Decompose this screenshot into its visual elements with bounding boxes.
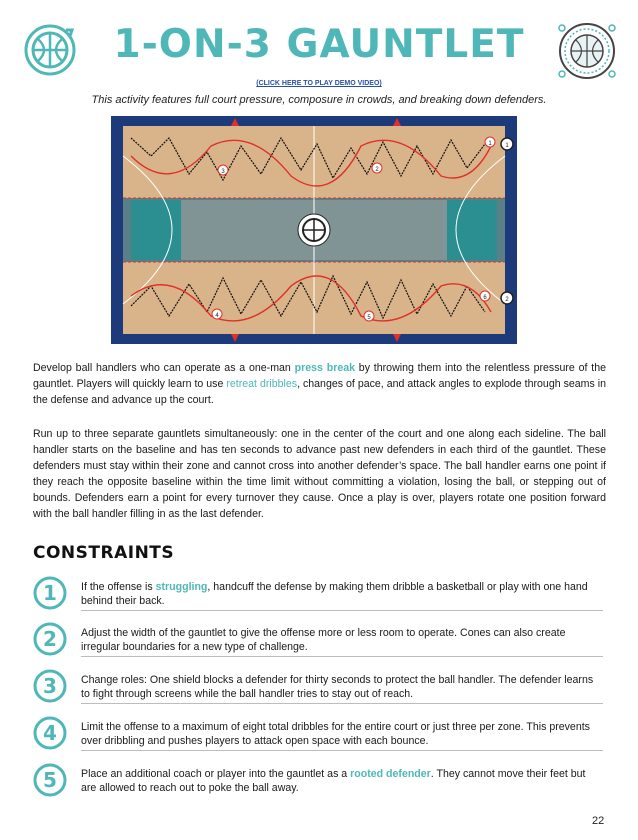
svg-text:5: 5 — [43, 768, 57, 792]
number-circle-icon — [33, 622, 67, 656]
player-label: 1 — [488, 141, 492, 147]
constraint-item — [33, 576, 603, 616]
constraints-heading: CONSTRAINTS — [33, 543, 175, 563]
highlight-term: rooted defender — [350, 768, 431, 780]
constraint-text: Adjust the width of the gauntlet to give the offense more or less room to operate. Cones can also create irregular boundaries for a new type of challenge. — [81, 627, 566, 653]
page-title: 1-ON-3 GAUNTLET — [113, 22, 525, 67]
number-circle-icon — [33, 669, 67, 703]
player-label: 5 — [367, 315, 371, 321]
constraint-item — [33, 622, 603, 662]
player-label: 1 — [505, 143, 509, 149]
player-label: 2 — [505, 297, 509, 303]
divider — [81, 610, 603, 611]
constraint-text: Change roles: One shield blocks a defender for thirty seconds to protect the ball handler. The defender learns to fight through screens while the ball handler tries to stay out of reach. — [81, 674, 594, 700]
description-paragraph: Develop ball handlers who can operate as a one-man press break by throwing them into the relentless pressure of the gauntlet. Players will quickly learn to use retreat dribbles, changes of pace, and attack angles to explode through seams in the defense and advance up the court. — [33, 362, 607, 406]
court-diagram — [111, 116, 517, 344]
player-label: 6 — [483, 295, 487, 301]
constraint-item — [33, 716, 603, 756]
player-label: 4 — [215, 313, 219, 319]
svg-text:4: 4 — [43, 721, 57, 745]
number-circle-icon — [33, 763, 67, 797]
constraint-text: Place an additional coach or player into the gauntlet as a rooted defender. They cannot move their feet but are allowed to reach out to poke the ball away. — [81, 768, 586, 794]
number-circle-icon — [33, 716, 67, 750]
rules-paragraph: Run up to three separate gauntlets simultaneously: one in the center of the court and one along each sideline. The ball handler starts on the baseline and has ten seconds to advance past new defenders in each third of the gauntlet. These defenders must stay within their zone and cannot cross into another defender’s space. The ball handler earns one point if they reach the opposite baseline within the time limit without committing a violation, losing the ball, or stepping out of bounds. Defenders earn a point for every turnover they cause. Once a play is over, players rotate one position forward with the ball handler filling in as the last defender. — [33, 428, 606, 520]
player-label: 2 — [375, 167, 379, 173]
intro-text: This activity features full court pressure, composure in crowds, and breaking down defenders. — [91, 94, 547, 106]
highlight-term: retreat dribbles — [226, 378, 298, 390]
constraint-item — [33, 669, 603, 709]
highlight-term: struggling — [155, 581, 208, 593]
demo-video-link[interactable]: (CLICK HERE TO PLAY DEMO VIDEO) — [256, 80, 382, 87]
divider — [81, 703, 603, 704]
highlight-term: press break — [294, 362, 355, 374]
page-number: 22 — [592, 815, 605, 827]
svg-text:2: 2 — [43, 627, 57, 651]
constraint-text: If the offense is struggling, handcuff the defense by making them dribble a basketball or play with one hand behind their back. — [81, 581, 588, 607]
player-label: 3 — [221, 169, 225, 175]
constraint-text: Limit the offense to a maximum of eight total dribbles for the entire court or just three per zone. This prevents over dribbling and pushes players to attack open space with each bounce. — [81, 721, 590, 747]
svg-text:1: 1 — [43, 581, 57, 605]
number-circle-icon — [33, 576, 67, 610]
svg-text:3: 3 — [43, 674, 57, 698]
constraint-item — [33, 763, 603, 803]
divider — [81, 656, 603, 657]
divider — [81, 750, 603, 751]
